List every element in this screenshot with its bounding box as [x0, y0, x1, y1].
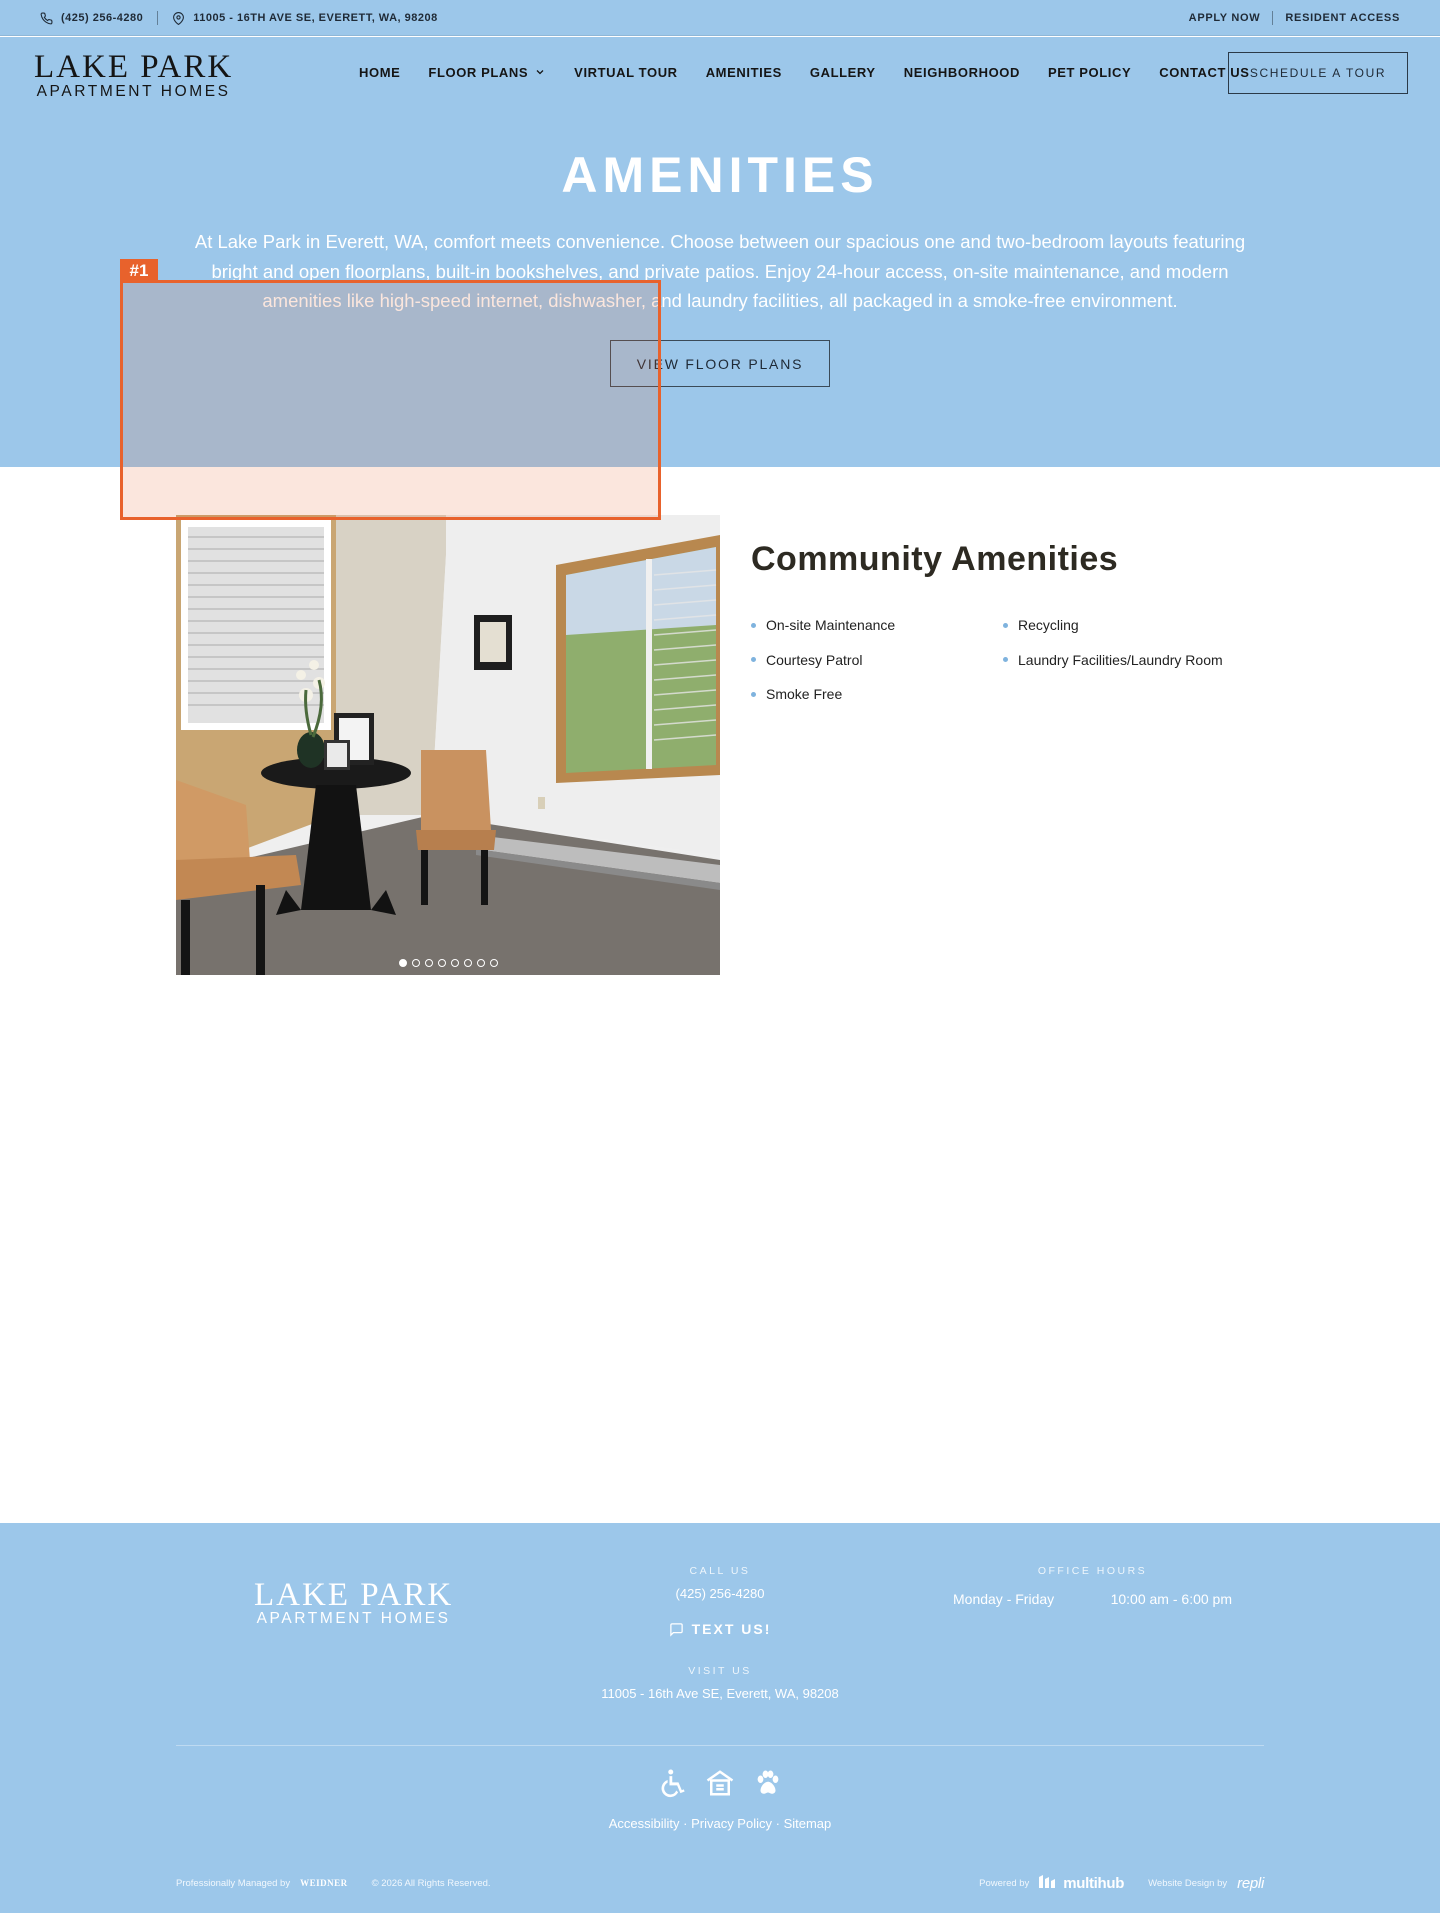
- nav-pet-policy[interactable]: PET POLICY: [1047, 64, 1132, 80]
- amenity-label: On-site Maintenance: [766, 617, 896, 634]
- annotation-box: [120, 280, 661, 520]
- footer-phone-link[interactable]: (425) 256-4280: [675, 1586, 765, 1601]
- logo-name: LAKE PARK: [34, 49, 234, 85]
- amenity-label: Recycling: [1018, 617, 1079, 634]
- nav-virtual-tour[interactable]: VIRTUAL TOUR: [574, 64, 678, 80]
- link-separator: ·: [683, 1816, 692, 1831]
- list-item: [751, 608, 895, 643]
- bullet-icon: [1003, 657, 1008, 662]
- accessibility-icon: [657, 1768, 687, 1798]
- room-photo: [176, 515, 720, 975]
- office-hours: [950, 1565, 1235, 1607]
- repli-logo[interactable]: repli: [1237, 1874, 1264, 1892]
- nav-contact-us[interactable]: CONTACT US: [1159, 64, 1250, 80]
- list-item: [751, 643, 895, 678]
- footer-divider: [176, 1745, 1264, 1746]
- footer-contact: [570, 1565, 870, 1701]
- office-hours-label: OFFICE HOURS: [1037, 1565, 1148, 1577]
- utility-links: [1189, 0, 1400, 36]
- hours-days: Monday - Friday: [953, 1591, 1055, 1607]
- copyright-text: © 2026 All Rights Reserved.: [371, 1877, 491, 1889]
- nav-home[interactable]: HOME: [359, 64, 401, 80]
- carousel-pagination: [176, 959, 720, 967]
- bullet-icon: [1003, 623, 1008, 628]
- phone-icon: [40, 12, 53, 25]
- apply-now-link[interactable]: APPLY NOW: [1188, 12, 1261, 24]
- utility-bar: [0, 0, 1440, 36]
- powered-by-label: Powered by: [979, 1877, 1030, 1889]
- schedule-tour-button[interactable]: SCHEDULE A TOUR: [1228, 52, 1408, 94]
- text-us-button[interactable]: [570, 1621, 870, 1637]
- list-item: [1003, 643, 1223, 678]
- community-amenities-heading: Community Amenities: [751, 540, 1119, 578]
- site-footer: [0, 1523, 1440, 1913]
- footer-logo-name: LAKE PARK: [254, 1577, 454, 1613]
- bullet-icon: [751, 657, 756, 662]
- footer-credits-right: [979, 1875, 1264, 1892]
- carousel-dot[interactable]: [451, 959, 459, 967]
- divider: [1272, 11, 1273, 25]
- annotation-tag: #1: [120, 259, 158, 283]
- carousel-dot[interactable]: [464, 959, 472, 967]
- main-nav: [359, 37, 1278, 107]
- text-us-label: TEXT US!: [691, 1621, 772, 1637]
- privacy-policy-link[interactable]: Privacy Policy: [691, 1816, 772, 1831]
- equal-housing-icon: [705, 1768, 735, 1798]
- logo-tagline: APARTMENT HOMES: [36, 83, 231, 100]
- amenity-label: Courtesy Patrol: [766, 651, 863, 668]
- amenities-photo-carousel[interactable]: [176, 515, 720, 975]
- call-us-label: CALL US: [689, 1565, 751, 1577]
- resident-access-link[interactable]: RESIDENT ACCESS: [1285, 12, 1400, 24]
- carousel-dot[interactable]: [477, 959, 485, 967]
- map-pin-icon: [172, 12, 185, 25]
- footer-credits-left: [176, 1878, 491, 1889]
- hero-description: At Lake Park in Everett, WA, comfort meets convenience. Choose between our spacious one and two-bedroom layouts featuring bright and open floorplans, built-in bookshelves, and private patios. Enjoy 24-hour access, on-site maintenance, and modern amenities like high-speed internet, dishwasher, and laundry facilities, all packaged in a smoke-free environment.: [194, 231, 1246, 311]
- page-title: AMENITIES: [561, 147, 879, 203]
- carousel-dot[interactable]: [490, 959, 498, 967]
- nav-floor-plans-label: FLOOR PLANS: [428, 64, 529, 80]
- divider: [157, 11, 158, 25]
- carousel-dot[interactable]: [399, 959, 407, 967]
- nav-gallery[interactable]: GALLERY: [809, 64, 876, 80]
- footer-links: [0, 1816, 1440, 1831]
- chat-bubble-icon: [669, 1622, 684, 1637]
- nav-floor-plans[interactable]: [428, 65, 546, 80]
- contact-info: [40, 0, 438, 36]
- site-header: [0, 37, 1440, 112]
- footer-bottom-bar: [176, 1873, 1264, 1893]
- nav-neighborhood[interactable]: NEIGHBORHOOD: [903, 64, 1020, 80]
- hours-time: 10:00 am - 6:00 pm: [1110, 1591, 1232, 1607]
- site-logo[interactable]: [34, 51, 233, 101]
- footer-logo[interactable]: [254, 1577, 454, 1628]
- carousel-dot[interactable]: [425, 959, 433, 967]
- amenity-label: Laundry Facilities/Laundry Room: [1018, 651, 1223, 668]
- footer-address-link[interactable]: 11005 - 16th Ave SE, Everett, WA, 98208: [601, 1686, 839, 1701]
- design-by-label: Website Design by: [1148, 1877, 1228, 1889]
- carousel-dot[interactable]: [438, 959, 446, 967]
- phone-link[interactable]: [40, 12, 143, 25]
- hours-row: [950, 1591, 1235, 1607]
- bullet-icon: [751, 692, 756, 697]
- amenity-label: Smoke Free: [766, 686, 843, 703]
- link-separator: ·: [775, 1816, 784, 1831]
- compliance-icons: [0, 1768, 1440, 1798]
- pet-friendly-icon: [753, 1768, 783, 1798]
- phone-number: (425) 256-4280: [61, 12, 144, 24]
- multihub-wordmark: multihub: [1063, 1874, 1125, 1892]
- footer-logo-tagline: APARTMENT HOMES: [256, 1610, 451, 1627]
- multihub-logo[interactable]: [1039, 1875, 1124, 1892]
- sitemap-link[interactable]: Sitemap: [783, 1816, 832, 1831]
- managed-by-label: Professionally Managed by: [176, 1877, 291, 1889]
- list-item: [751, 677, 895, 712]
- weidner-logo[interactable]: WEIDNER: [300, 1878, 348, 1888]
- carousel-dot[interactable]: [412, 959, 420, 967]
- chevron-down-icon: [534, 66, 546, 78]
- amenities-list-left: [751, 608, 895, 712]
- visit-us-label: VISIT US: [688, 1665, 752, 1677]
- accessibility-link[interactable]: Accessibility: [608, 1816, 680, 1831]
- bullet-icon: [751, 623, 756, 628]
- amenities-list-right: [1003, 608, 1223, 677]
- address-text: 11005 - 16TH AVE SE, EVERETT, WA, 98208: [193, 12, 438, 24]
- address-link[interactable]: [172, 12, 438, 25]
- nav-amenities[interactable]: AMENITIES: [705, 64, 782, 80]
- view-floor-plans-button[interactable]: VIEW FLOOR PLANS: [610, 340, 830, 387]
- list-item: [1003, 608, 1223, 643]
- multihub-icon: [1039, 1875, 1055, 1888]
